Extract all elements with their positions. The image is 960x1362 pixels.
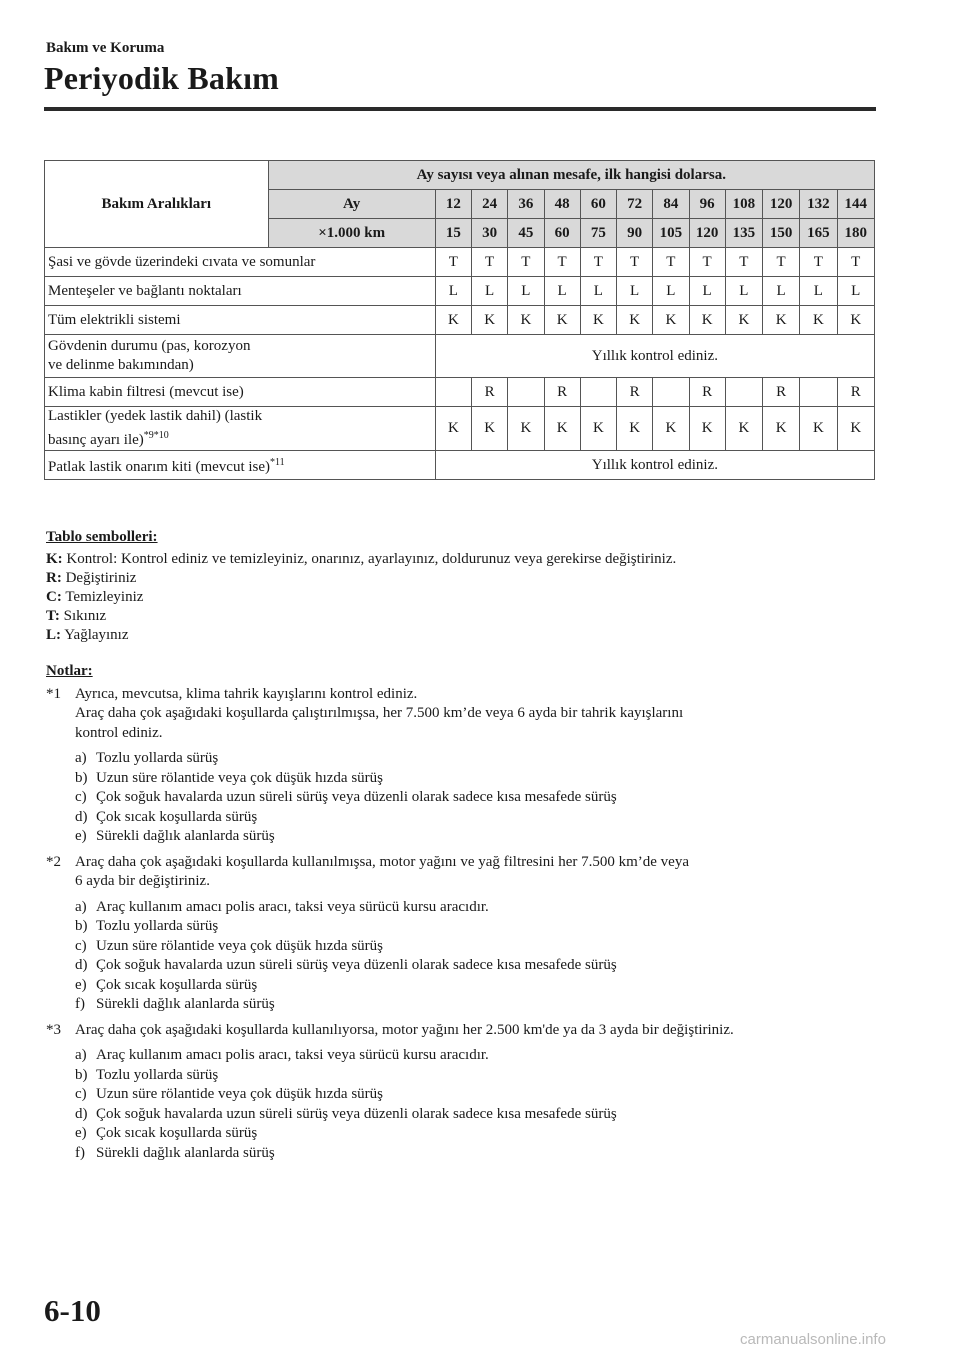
note: [46, 685, 886, 847]
value-cell: R: [689, 378, 725, 407]
list-item: e) Çok sıcak koşullarda sürüş: [75, 976, 258, 993]
symbol-legend: [46, 528, 886, 645]
note-text: Araç daha çok aşağıdaki koşullarda kullanılıyorsa, motor yağını her 2.500 km'de ya da 3 ayda bir değiştiriniz.: [75, 1021, 734, 1038]
legend-text: Değiştiriniz: [65, 570, 137, 586]
km-cell: 60: [544, 219, 580, 248]
item-label-line: ve delinme bakımından): [48, 357, 194, 373]
value-cell: L: [725, 277, 762, 306]
value-cell: L: [472, 277, 508, 306]
value-cell: K: [837, 306, 875, 335]
notes-section: [46, 662, 886, 1169]
value-cell: K: [508, 306, 544, 335]
item-label: Tüm elektrikli sistemi: [45, 306, 436, 335]
month-cell: 24: [472, 190, 508, 219]
value-cell: K: [617, 407, 653, 451]
km-cell: 45: [508, 219, 544, 248]
value-cell: K: [689, 407, 725, 451]
item-label: [45, 407, 436, 451]
footnote-ref: *9*10: [143, 430, 169, 441]
table-row: [45, 248, 875, 277]
value-cell: [653, 378, 689, 407]
value-cell: T: [689, 248, 725, 277]
value-cell: K: [617, 306, 653, 335]
condition-list: [46, 898, 886, 1015]
month-cell: 60: [580, 190, 616, 219]
legend-symbol: R:: [46, 570, 62, 586]
value-cell: L: [800, 277, 837, 306]
legend-symbol: K:: [46, 551, 63, 567]
value-cell: K: [544, 407, 580, 451]
legend-symbol: T:: [46, 608, 60, 624]
value-cell: T: [435, 248, 471, 277]
table-row: [45, 335, 875, 378]
month-cell: 120: [763, 190, 800, 219]
note: [46, 853, 886, 1015]
list-item: a) Araç kullanım amacı polis aracı, taksi veya sürücü kursu aracıdır.: [75, 898, 489, 915]
item-label: Şasi ve gövde üzerindeki cıvata ve somunlar: [45, 248, 436, 277]
value-cell: T: [725, 248, 762, 277]
item-label: Menteşeler ve bağlantı noktaları: [45, 277, 436, 306]
value-cell: K: [800, 407, 837, 451]
section-label: Bakım ve Koruma: [46, 40, 165, 56]
value-cell: K: [472, 407, 508, 451]
legend-item: [46, 569, 886, 588]
note-text: 6 ayda bir değiştiriniz.: [75, 873, 210, 889]
value-cell: K: [837, 407, 875, 451]
page-number: 6-10: [44, 1293, 101, 1328]
note-text: Ayrıca, mevcutsa, klima tahrik kayışlarını kontrol ediniz.: [75, 685, 418, 702]
value-cell: [725, 378, 762, 407]
value-cell: K: [800, 306, 837, 335]
km-cell: 150: [763, 219, 800, 248]
value-cell: R: [763, 378, 800, 407]
value-cell: K: [580, 306, 616, 335]
value-cell: K: [508, 407, 544, 451]
value-cell: R: [544, 378, 580, 407]
value-cell: K: [435, 306, 471, 335]
value-cell: [800, 378, 837, 407]
legend-symbol: C:: [46, 589, 62, 605]
value-cell: K: [763, 407, 800, 451]
value-cell: R: [837, 378, 875, 407]
value-cell: L: [837, 277, 875, 306]
list-item: b) Uzun süre rölantide veya çok düşük hızda sürüş: [75, 769, 384, 786]
value-cell: [508, 378, 544, 407]
span-header: Ay sayısı veya alınan mesafe, ilk hangisi dolarsa.: [268, 161, 874, 190]
note-number: *3: [46, 1021, 61, 1038]
page-title: Periyodik Bakım: [44, 60, 280, 96]
item-label: Klima kabin filtresi (mevcut ise): [45, 378, 436, 407]
list-item: c) Uzun süre rölantide veya çok düşük hızda sürüş: [75, 937, 384, 954]
value-cell: T: [617, 248, 653, 277]
km-cell: 30: [472, 219, 508, 248]
legend-text: Yağlayınız: [64, 627, 129, 643]
value-cell: L: [544, 277, 580, 306]
value-cell: K: [689, 306, 725, 335]
km-cell: 105: [653, 219, 689, 248]
value-cell: L: [689, 277, 725, 306]
km-label: ×1.000 km: [268, 219, 435, 248]
list-item: e) Çok sıcak koşullarda sürüş: [75, 1125, 258, 1141]
note-text: Araç daha çok aşağıdaki koşullarda kullanılmışsa, motor yağını ve yağ filtresini her 7.500 km’de veya: [75, 853, 689, 870]
interval-header: Bakım Aralıkları: [45, 161, 269, 248]
legend-text: Kontrol: Kontrol ediniz ve temizleyiniz, onarınız, ayarlayınız, doldurunuz veya gerekirse değiştiriniz.: [66, 551, 677, 567]
list-item: a) Tozlu yollarda sürüş: [75, 750, 219, 766]
value-cell: T: [580, 248, 616, 277]
condition-list: [46, 1046, 886, 1163]
list-item: b) Tozlu yollarda sürüş: [75, 1066, 219, 1083]
value-cell: K: [653, 407, 689, 451]
value-cell: K: [725, 306, 762, 335]
item-label-line: Lastikler (yedek lastik dahil) (lastik: [48, 408, 263, 424]
month-cell: 72: [617, 190, 653, 219]
table-row: [45, 306, 875, 335]
notes-heading: Notlar:: [46, 663, 93, 679]
legend-heading: Tablo sembolleri:: [46, 529, 158, 545]
annual-check-cell: Yıllık kontrol ediniz.: [435, 335, 874, 378]
note-text: kontrol ediniz.: [75, 724, 163, 741]
condition-list: [46, 749, 886, 847]
value-cell: K: [763, 306, 800, 335]
month-cell: 84: [653, 190, 689, 219]
item-label: [45, 335, 436, 378]
legend-item: [46, 588, 886, 607]
maintenance-table: [44, 160, 875, 480]
km-cell: 90: [617, 219, 653, 248]
note: [46, 1021, 886, 1164]
item-label: [45, 451, 436, 480]
km-cell: 180: [837, 219, 875, 248]
km-cell: 120: [689, 219, 725, 248]
value-cell: L: [508, 277, 544, 306]
month-cell: 36: [508, 190, 544, 219]
table-row: [45, 407, 875, 451]
value-cell: K: [544, 306, 580, 335]
legend-text: Temizleyiniz: [65, 589, 144, 605]
value-cell: T: [508, 248, 544, 277]
value-cell: K: [435, 407, 471, 451]
legend-item: [46, 626, 886, 645]
value-cell: T: [544, 248, 580, 277]
km-cell: 15: [435, 219, 471, 248]
month-cell: 144: [837, 190, 875, 219]
table-row: [45, 378, 875, 407]
value-cell: L: [580, 277, 616, 306]
note-number: *2: [46, 853, 61, 870]
value-cell: T: [472, 248, 508, 277]
list-item: a) Araç kullanım amacı polis aracı, taksi veya sürücü kursu aracıdır.: [75, 1047, 489, 1063]
list-item: c) Uzun süre rölantide veya çok düşük hızda sürüş: [75, 1086, 384, 1102]
value-cell: R: [472, 378, 508, 407]
list-item: c) Çok soğuk havalarda uzun süreli sürüş veya düzenli olarak sadece kısa mesafede sürüş: [75, 789, 617, 805]
value-cell: [435, 378, 471, 407]
legend-text: Sıkınız: [63, 608, 107, 624]
month-cell: 12: [435, 190, 471, 219]
list-item: e) Sürekli dağlık alanlarda sürüş: [75, 828, 275, 844]
value-cell: K: [725, 407, 762, 451]
item-label-text: Patlak lastik onarım kiti (mevcut ise): [48, 459, 271, 475]
note-text: Araç daha çok aşağıdaki koşullarda çalıştırılmışsa, her 7.500 km’de veya 6 ayda bir tahrik kayışlarını: [75, 705, 684, 721]
legend-symbol: L:: [46, 627, 61, 643]
value-cell: L: [653, 277, 689, 306]
list-item: d) Çok soğuk havalarda uzun süreli sürüş veya düzenli olarak sadece kısa mesafede sürüş: [75, 957, 617, 973]
value-cell: K: [580, 407, 616, 451]
value-cell: K: [653, 306, 689, 335]
list-item: d) Çok soğuk havalarda uzun süreli sürüş veya düzenli olarak sadece kısa mesafede sürüş: [75, 1105, 617, 1122]
item-label-line: basınç ayarı ile): [48, 432, 144, 448]
watermark: carmanualsonline.info: [740, 1331, 886, 1348]
months-label: Ay: [268, 190, 435, 219]
value-cell: T: [837, 248, 875, 277]
item-label-line: Gövdenin durumu (pas, korozyon: [48, 338, 251, 354]
value-cell: L: [763, 277, 800, 306]
annual-check-cell: Yıllık kontrol ediniz.: [435, 451, 874, 480]
km-cell: 135: [725, 219, 762, 248]
value-cell: T: [653, 248, 689, 277]
table-row: [45, 277, 875, 306]
footnote-ref: *11: [270, 457, 285, 468]
value-cell: [580, 378, 616, 407]
list-item: d) Çok sıcak koşullarda sürüş: [75, 808, 258, 825]
km-cell: 75: [580, 219, 616, 248]
value-cell: T: [763, 248, 800, 277]
value-cell: L: [435, 277, 471, 306]
title-rule: [44, 107, 876, 111]
month-cell: 132: [800, 190, 837, 219]
month-cell: 108: [725, 190, 762, 219]
list-item: f) Sürekli dağlık alanlarda sürüş: [75, 996, 275, 1012]
legend-item: [46, 607, 886, 626]
list-item: f) Sürekli dağlık alanlarda sürüş: [75, 1144, 275, 1161]
km-cell: 165: [800, 219, 837, 248]
legend-item: [46, 550, 886, 569]
table-row: [45, 451, 875, 480]
month-cell: 48: [544, 190, 580, 219]
value-cell: K: [472, 306, 508, 335]
value-cell: R: [617, 378, 653, 407]
value-cell: L: [617, 277, 653, 306]
month-cell: 96: [689, 190, 725, 219]
note-number: *1: [46, 685, 61, 702]
value-cell: T: [800, 248, 837, 277]
list-item: b) Tozlu yollarda sürüş: [75, 918, 219, 934]
